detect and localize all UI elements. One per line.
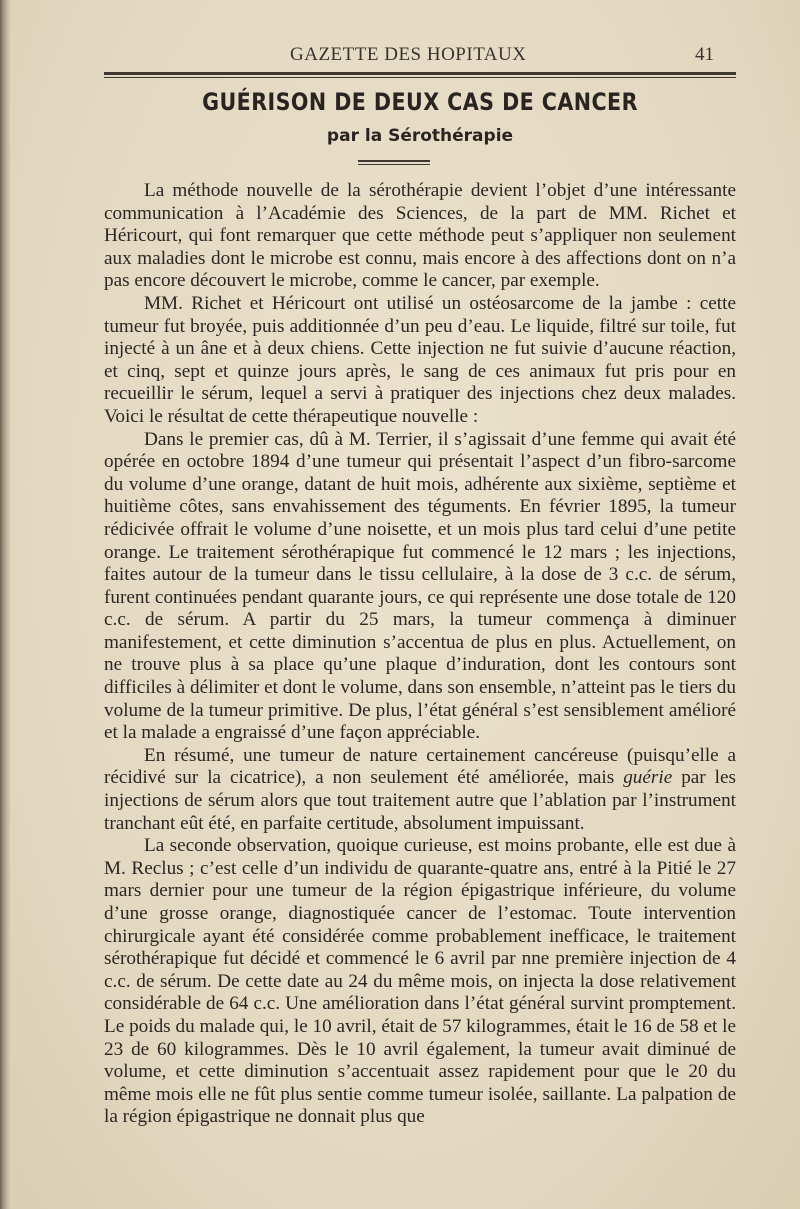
running-title: GAZETTE DES HOPITAUX	[290, 44, 527, 65]
page-binding-edge	[0, 0, 10, 1209]
header-rule	[104, 72, 736, 75]
paragraph: La seconde observation, quoique curieuse, est moins probante, elle est due à M. Reclus ; c’est celle d’un individu de quarante-quatre ans, entré à la Pitié le 27 mars dernier pour une tumeur de la région épigastrique inférieure, du volume d’une grosse orange, diagnostiquée cancer de l’estomac. Toute intervention chirurgicale ayant été considérée comme probablement inefficace, le traitement sérothérapique fut décidé et commencé le 6 avril par nne première injection de 4 c.c. de sérum. De cette date au 24 du même mois, on injecta la dose relativement considérable de 64 c.c. Une amélioration dans l’état général survint promptement. Le poids du malade qui, le 10 avril, était de 57 kilogrammes, était le 16 de 58 et le 23 de 60 kilogrammes. Dès le 10 avril également, la tumeur avait diminué de volume, et cette diminution s’accentuait assez rapidement pour que le 20 du même mois elle ne fût plus sentie comme tumeur isolée, saillante. La palpation de la région épigastrique ne donnait plus que	[104, 835, 736, 1128]
paragraph-summary	[104, 745, 736, 835]
article-body	[104, 180, 736, 1129]
article-title: GUÉRISON DE DEUX CAS DE CANCER	[202, 88, 638, 116]
paragraph: MM. Richet et Héricourt ont utilisé un ostéosarcome de la jambe : cette tumeur fut broyée, puis additionnée d’un peu d’eau. Le liquide, filtré sur toile, fut injecté à un âne et à deux chiens. Cette injection ne fut suivie d’aucune réaction, et cinq, sept et quinze jours après, le sang de ces animaux fut pris pour en recueillir le sérum, lequel a servi à pratiquer des injections chez deux malades. Voici le résultat de cette thérapeutique nouvelle :	[104, 292, 736, 427]
title-divider	[358, 160, 430, 162]
paragraph: Dans le premier cas, dû à M. Terrier, il s’agissait d’une femme qui avait été opérée en octobre 1894 d’une tumeur qui présentait l’aspect d’un fibro-sarcome du volume d’une orange, datant de huit mois, adhérente aux sixième, septième et huitième côtes, sans envahissement des téguments. En février 1895, la tumeur rédicivée offrait le volume d’une noisette, et un mois plus tard celui d’une petite orange. Le traitement sérothérapique fut commencé le 12 mars ; les injections, faites autour de la tumeur dans le tissu cellulaire, à la dose de 3 c.c. de sérum, furent continuées pendant quarante jours, ce qui représente une dose totale de 120 c.c. de sérum. A partir du 25 mars, la tumeur commença à diminuer manifestement, et cette diminution s’accentua de plus en plus. Actuellement, on ne trouve plus à sa place qu’une plaque d’induration, dont les contours sont difficiles à délimiter et dont le volume, dans son ensemble, n’atteint pas le tiers du volume de la tumeur primitive. De plus, l’état général s’est sensiblement amélioré et la malade a engraissé d’une façon appréciable.	[104, 428, 736, 744]
article-subtitle: par la Sérothérapie	[326, 126, 514, 146]
summary-text-end: par les injections de sérum alors que tout traitement autre que l’ablation par l’instrument tranchant eût été, en parfaite certitude, absolument impuissant.	[104, 767, 736, 834]
header-rule-thin	[104, 77, 736, 78]
emphasis-guerie: guérie	[623, 767, 673, 789]
page-number: 41	[695, 44, 714, 65]
paragraph: La méthode nouvelle de la sérothérapie devient l’objet d’une intéressante communication à l’Académie des Sciences, de la part de MM. Richet et Héricourt, qui font remarquer que cette méthode peut s’appliquer non seulement aux maladies dont le microbe est connu, mais encore à des affections dont on n’a pas encore découvert le microbe, comme le cancer, par exemple.	[104, 180, 736, 292]
page-header	[104, 44, 736, 74]
summary-text-start: En résumé, une tumeur de nature certainement cancéreuse (puisqu’elle a récidivé sur la cicatrice), a non seulement été améliorée, mais	[104, 744, 736, 789]
title-divider-thin	[358, 164, 430, 165]
